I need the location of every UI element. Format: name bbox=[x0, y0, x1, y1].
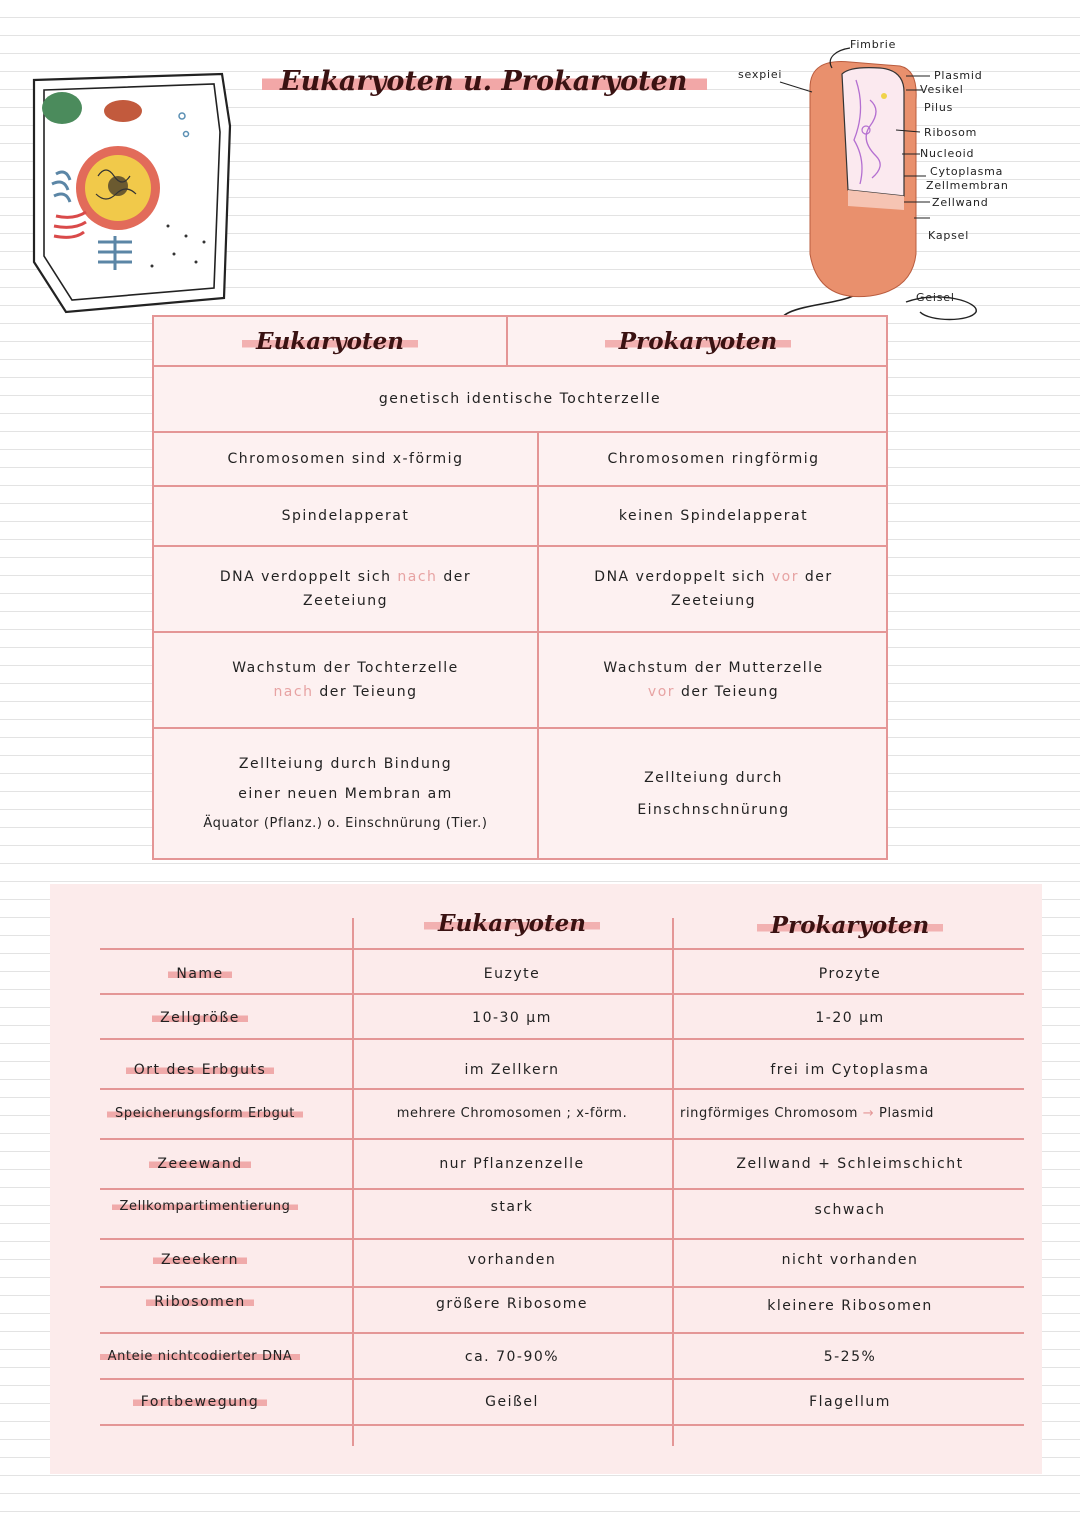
table-row: Wachstum der Tochterzelle nach der Teieung Wachstum der Mutterzelle vor der Teieung bbox=[154, 633, 886, 729]
header-prokaryoten: Prokaryoten bbox=[757, 912, 943, 939]
label-sexpili: sexpiei bbox=[738, 68, 783, 81]
comparison-table: Eukaryoten Prokaryoten Name Euzyte Prozyte Zellgröße 10-30 µm 1-20 µm Ort des Erbguts im Zellkern frei im Cytoplasma Speicherungsform Erbgut mehrere Chromosomen ; x-förm. ringförmiges Chromosom → Plasmid Zeeewand nur Pflanzenzelle Zellwand + Schleimschicht Zellkompartimentierung stark schwach Zeeekern vorhanden nicht vorhanden Ribosomen größere Ribosome kleinere Ribosomen Anteie nichtcodierter DNA ca. 70-90% 5-25% Fortbewegung Geißel Flagellum bbox=[50, 884, 1042, 1474]
plant-cell-drawing bbox=[26, 66, 236, 316]
label-plasmid: Plasmid bbox=[934, 69, 983, 82]
table-row: Spindelapperat keinen Spindelapperat bbox=[154, 487, 886, 547]
table-row: Chromosomen sind x-förmig Chromosomen ringförmig bbox=[154, 433, 886, 487]
chloroplast-green bbox=[42, 92, 82, 124]
page-title: Eukaryoten u. Prokaryoten bbox=[262, 64, 707, 100]
label-geissel: Geisel bbox=[916, 291, 955, 304]
table-header-row bbox=[154, 317, 886, 367]
label-zellwand: Zellwand bbox=[932, 196, 989, 209]
label-zellmembran: Zellmembran bbox=[926, 179, 1009, 192]
division-table bbox=[152, 315, 888, 860]
label-pilus: Pilus bbox=[924, 101, 954, 114]
label-fimbrie: Fimbrie bbox=[850, 38, 897, 51]
table-row: Zellteiung durch Bindung einer neuen Membran am Äquator (Pflanz.) o. Einschnürung (Tier.) Zellteiung durch Einschnschnürung bbox=[154, 729, 886, 858]
table-row: DNA verdoppelt sich nach der Zeeteiung DNA verdoppelt sich vor der Zeeteiung bbox=[154, 547, 886, 633]
chloroplast-red bbox=[104, 100, 142, 122]
header-eukaryoten: Eukaryoten bbox=[242, 328, 418, 355]
header-eukaryoten: Eukaryoten bbox=[424, 910, 600, 937]
label-ribosom: Ribosom bbox=[924, 126, 978, 139]
shared-trait: genetisch identische Tochterzelle bbox=[378, 391, 662, 407]
header-prokaryoten: Prokaryoten bbox=[605, 328, 791, 355]
nucleolus bbox=[108, 176, 128, 196]
table-row bbox=[154, 367, 886, 433]
label-nucleoid: Nucleoid bbox=[920, 147, 975, 160]
label-cytoplasma: Cytoplasma bbox=[930, 165, 1004, 178]
label-vesikel: Vesikel bbox=[920, 83, 964, 96]
label-kapsel: Kapsel bbox=[928, 229, 970, 242]
